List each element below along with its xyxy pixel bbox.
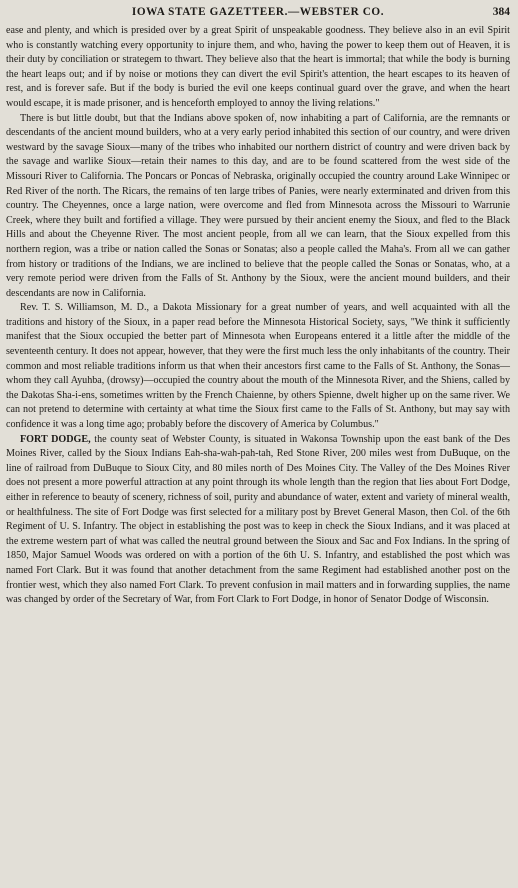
fort-dodge-heading: FORT DODGE,	[20, 433, 91, 445]
paragraph-williamson: Rev. T. S. Williamson, M. D., a Dakota Missionary for a great number of years, and well acquainted with all the traditions and history of the Sioux, in a paper read before the Minnesota Historical Society, says, "We think it sufficiently manifest that the Sioux occupied the better part of Minnesota when Europeans entered it a little after the middle of the seventeenth century. It does not appear, however, that they were the first much less the only inhabitants of the country. Their common and most reliable traditions inform us that when their ancestors first came to the Falls of St. Anthony, the Sonas—whom they call Ayuhba, (drowsy)—occupied the country about the mouth of the Minnesota River, and the Shiens, called by the Dakotas Sha-i-ens, sometimes written by the French Chaienne, by others Spienne, dwelt higher up on the same river. We can not pretend to determine with certainty at what time the Sioux first came to the Falls of St. Anthony, but may say with confidence it was a long time ago; probably before the discovery of America by Columbus."	[6, 302, 510, 431]
paragraph-mound-builders: There is but little doubt, but that the Indians above spoken of, now inhabiting a part of California, are the remnants or descendants of the ancient mound builders, who at a very early period inhabited this section of our country, and were driven westward by the savage Sioux—many of the tribes who inhabited our northern district of country and were driven back by the savage and warlike Sioux—retain their names to this day, and are to be found scattered from the west side of the Missouri River to California. The Poncars or Poncas of Nebraska, originally occupied the country around Lake Winnipec or Red River of the north. The Ricars, the remains of ten large tribes of Panies, were nearly exterminated and driven from this country. The Cheyennes, once a large nation, were overcome and fled from Minnesota across the Missouri to Warrunie Creek, where they built and fortified a village. They were pursued by their ancient enemy the Sioux, and fled to the Black Hills and about the Cheyenne River. The most ancient people, from all we can learn, that the Sioux expelled from this northern region, was a tribe or nation called the Sonas or Sonatas; also a people called the Maha's. From all we can gather from history or traditions of the Indians, we are inclined to believe that the people called the Sonas or Sonatas, who, at a very remote period were driven from the Falls of St. Anthony by the Sioux, were the ancient mound builders, and their descendants are now in California.	[6, 112, 510, 299]
header-title: IOWA STATE GAZETTEER.—WEBSTER CO.	[131, 6, 385, 18]
body-text	[6, 24, 510, 608]
paragraph-beliefs: ease and plenty, and which is presided over by a great Spirit of unspeakable goodness. They believe also in an evil Spirit who is constantly watching every opportunity to injure them, and who, having the power to keep them out of Heaven, it is their duty by conciliation or strategem to thwart. They believe also that the heart is immortal; that while the body is burning the heart leaps out; and if by noise or motions they can divert the evil Spirit's attention, the heart escapes to its heaven of rest, and is forever safe. But if the body is buried the evil one keeps continual guard over the grave, and when the heart would escape, it is made prisoner, and is henceforth employed to annoy the living relations."	[6, 25, 510, 109]
running-header	[6, 6, 510, 20]
page-number: 384	[492, 6, 510, 18]
paragraph-fort-dodge	[6, 433, 510, 608]
fort-dodge-text: the county seat of Webster County, is situated in Wakonsa Township upon the east bank of the Des Moines River, called by the Sioux Indians Eah-sha-wah-pah-tah, Red Stone River, 200 miles west from DuBuque, on the line of railroad from DuBuque to Sioux City, and 80 miles north of Des Moines City. The Valley of the Des Moines River does not present a more powerful attraction at any point through its whole length than the region that lies about Fort Dodge, either in reference to beauty of scenery, richness of soil, purity and abundance of water, extent and variety of mineral wealth, or healthfulness. The site of Fort Dodge was first selected for a military post by Brevet General Mason, then Col. of the 6th Regiment of U. S. Infantry. The object in establishing the post was to keep in check the Sioux Indians, and it was placed at the extreme western part of what was called the neutral ground between the Sioux and Sac and Fox Indians. In the spring of 1850, Major Samuel Woods was ordered on with a portion of the 6th U. S. Infantry, and established the post which was named Fort Clark. But it was found that another detachment from the same Regiment had established another post on the frontier west, which they also named Fort Clark. To prevent confusion in mail matters and in forwarding supplies, the name was changed by order of the Secretary of War, from Fort Clark to Fort Dodge, in honor of Senator Dodge of Wisconsin.	[6, 433, 511, 606]
